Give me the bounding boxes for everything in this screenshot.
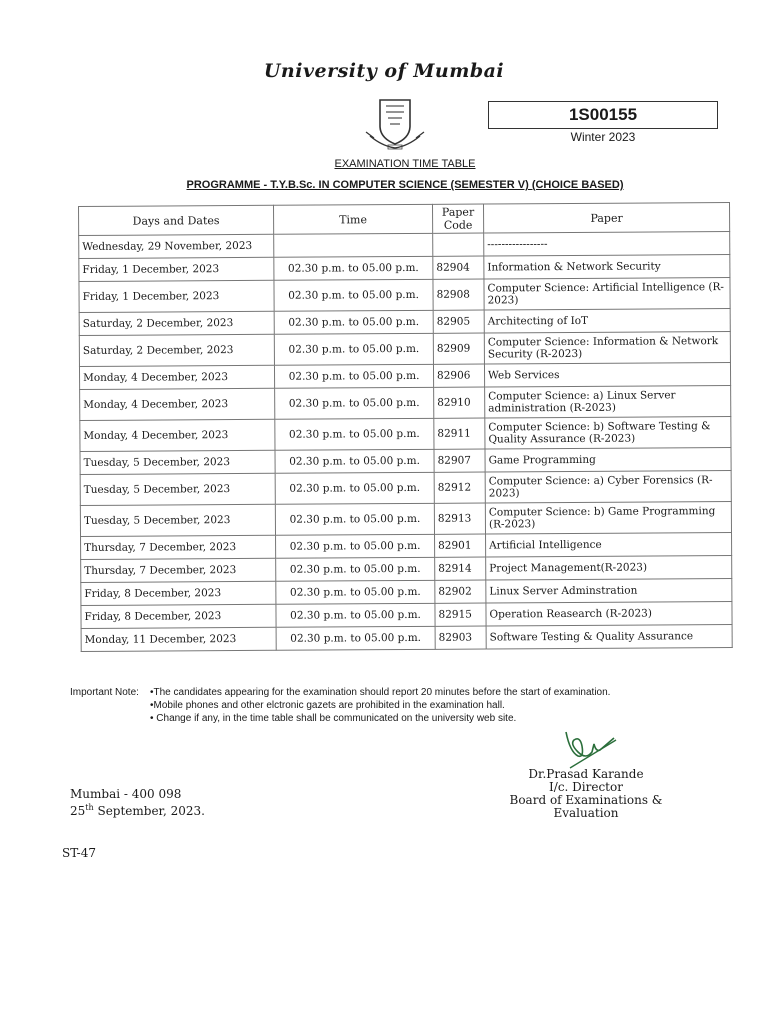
column-header-date: Days and Dates [79, 205, 274, 235]
cell-date: Monday, 4 December, 2023 [79, 365, 274, 389]
cell-date: Saturday, 2 December, 2023 [79, 334, 274, 366]
cell-time: 02.30 p.m. to 05.00 p.m. [274, 256, 433, 280]
cell-paper-code: 82903 [435, 626, 486, 649]
cell-time: 02.30 p.m. to 05.00 p.m. [276, 626, 435, 650]
cell-paper: Computer Science: Artificial Intelligence (R-2023) [484, 278, 730, 311]
cell-paper: Artificial Intelligence [486, 533, 732, 558]
cell-paper: Software Testing & Quality Assurance [486, 625, 732, 650]
cell-time: 02.30 p.m. to 05.00 p.m. [275, 472, 434, 504]
cell-paper: Computer Science: a) Linux Server administration (R-2023) [485, 386, 731, 419]
table-row [79, 278, 730, 313]
cell-paper: Project Management(R-2023) [486, 556, 732, 581]
signatory-name: Dr.Prasad Karande [528, 767, 644, 781]
cell-time: 02.30 p.m. to 05.00 p.m. [275, 387, 434, 419]
cell-time: 02.30 p.m. to 05.00 p.m. [274, 310, 433, 334]
cell-date: Friday, 1 December, 2023 [79, 280, 274, 312]
cell-paper: Web Services [484, 363, 730, 388]
cell-time: 02.30 p.m. to 05.00 p.m. [275, 503, 434, 535]
cell-paper: Computer Science: a) Cyber Forensics (R-2023) [485, 471, 731, 504]
cell-date: Tuesday, 5 December, 2023 [80, 450, 275, 474]
signatory-designation: I/c. Director [549, 780, 623, 794]
cell-paper-code: 82913 [434, 503, 485, 534]
table-row [80, 386, 731, 421]
timetable-heading: EXAMINATION TIME TABLE [334, 158, 476, 170]
note-label: Important Note: [70, 687, 139, 698]
cell-date: Thursday, 7 December, 2023 [81, 558, 276, 582]
table-row [81, 625, 732, 652]
cell-paper: Information & Network Security [484, 255, 730, 280]
table-row [80, 471, 731, 506]
timetable [78, 202, 733, 652]
cell-date: Friday, 8 December, 2023 [81, 581, 276, 605]
column-header-code: Paper Code [432, 204, 483, 233]
cell-date: Wednesday, 29 November, 2023 [79, 234, 274, 258]
university-title: University of Mumbai [263, 60, 505, 82]
cell-paper-code: 82906 [433, 364, 484, 387]
cell-paper: Computer Science: b) Game Programming (R-2023) [485, 502, 731, 535]
signatory-block [476, 768, 696, 820]
cell-date: Friday, 1 December, 2023 [79, 257, 274, 281]
table-row [79, 332, 730, 367]
cell-paper: Computer Science: Information & Network Security (R-2023) [484, 332, 730, 365]
cell-paper: Computer Science: b) Software Testing & Quality Assurance (R-2023) [485, 417, 731, 450]
cell-paper: Game Programming [485, 448, 731, 473]
issue-place: Mumbai - 400 098 [70, 787, 182, 801]
cell-time: 02.30 p.m. to 05.00 p.m. [274, 364, 433, 388]
cell-date: Thursday, 7 December, 2023 [81, 535, 276, 559]
cell-date: Tuesday, 5 December, 2023 [80, 473, 275, 505]
cell-time: 02.30 p.m. to 05.00 p.m. [274, 333, 433, 365]
cell-paper-code: 82904 [433, 256, 484, 279]
cell-time: 02.30 p.m. to 05.00 p.m. [275, 449, 434, 473]
note-item: • Change if any, in the time table shall be communicated on the university web site. [150, 713, 517, 724]
cell-paper-code: 82909 [433, 333, 484, 364]
issue-place-date [70, 787, 205, 818]
cell-date: Monday, 11 December, 2023 [81, 627, 276, 651]
cell-time [274, 233, 433, 257]
university-emblem-icon [362, 96, 428, 152]
programme-heading: PROGRAMME - T.Y.B.Sc. IN COMPUTER SCIENCE (SEMESTER V) (CHOICE BASED) [186, 179, 624, 191]
cell-paper-code: 82901 [435, 534, 486, 557]
cell-time: 02.30 p.m. to 05.00 p.m. [275, 418, 434, 450]
cell-time: 02.30 p.m. to 05.00 p.m. [276, 557, 435, 581]
table-row [80, 417, 731, 452]
cell-time: 02.30 p.m. to 05.00 p.m. [276, 534, 435, 558]
cell-paper: ----------------- [484, 232, 730, 257]
column-header-paper: Paper [483, 203, 729, 234]
note-item: •The candidates appearing for the examination should report 20 minutes before the start of examination. [150, 687, 611, 698]
cell-time: 02.30 p.m. to 05.00 p.m. [276, 603, 435, 627]
issue-date: 25th September, 2023. [70, 803, 205, 818]
cell-paper-code: 82908 [433, 279, 484, 310]
exam-code-box: 1S00155 [488, 101, 718, 129]
column-header-time: Time [273, 204, 432, 234]
cell-paper: Architecting of IoT [484, 309, 730, 334]
cell-paper-code: 82907 [434, 449, 485, 472]
cell-time: 02.30 p.m. to 05.00 p.m. [274, 279, 433, 311]
cell-paper-code: 82910 [434, 387, 485, 418]
cell-paper-code: 82914 [435, 557, 486, 580]
cell-date: Saturday, 2 December, 2023 [79, 311, 274, 335]
cell-date: Friday, 8 December, 2023 [81, 604, 276, 628]
cell-paper-code: 82915 [435, 603, 486, 626]
table-header-row [79, 203, 730, 236]
cell-paper: Operation Reasearch (R-2023) [486, 602, 732, 627]
cell-paper: Linux Server Adminstration [486, 579, 732, 604]
document-reference: ST-47 [62, 846, 97, 860]
cell-paper-code: 82912 [434, 472, 485, 503]
table-row [80, 502, 731, 537]
cell-paper-code [433, 233, 484, 256]
cell-date: Monday, 4 December, 2023 [80, 419, 275, 451]
exam-season: Winter 2023 [570, 130, 636, 144]
cell-date: Monday, 4 December, 2023 [80, 388, 275, 420]
cell-date: Tuesday, 5 December, 2023 [80, 504, 275, 536]
cell-paper-code: 82902 [435, 580, 486, 603]
signatory-office: Board of Examinations & Evaluation [509, 793, 663, 820]
cell-time: 02.30 p.m. to 05.00 p.m. [276, 580, 435, 604]
note-item: •Mobile phones and other elctronic gazets are prohibited in the examination hall. [150, 700, 505, 711]
cell-paper-code: 82911 [434, 418, 485, 449]
cell-paper-code: 82905 [433, 310, 484, 333]
